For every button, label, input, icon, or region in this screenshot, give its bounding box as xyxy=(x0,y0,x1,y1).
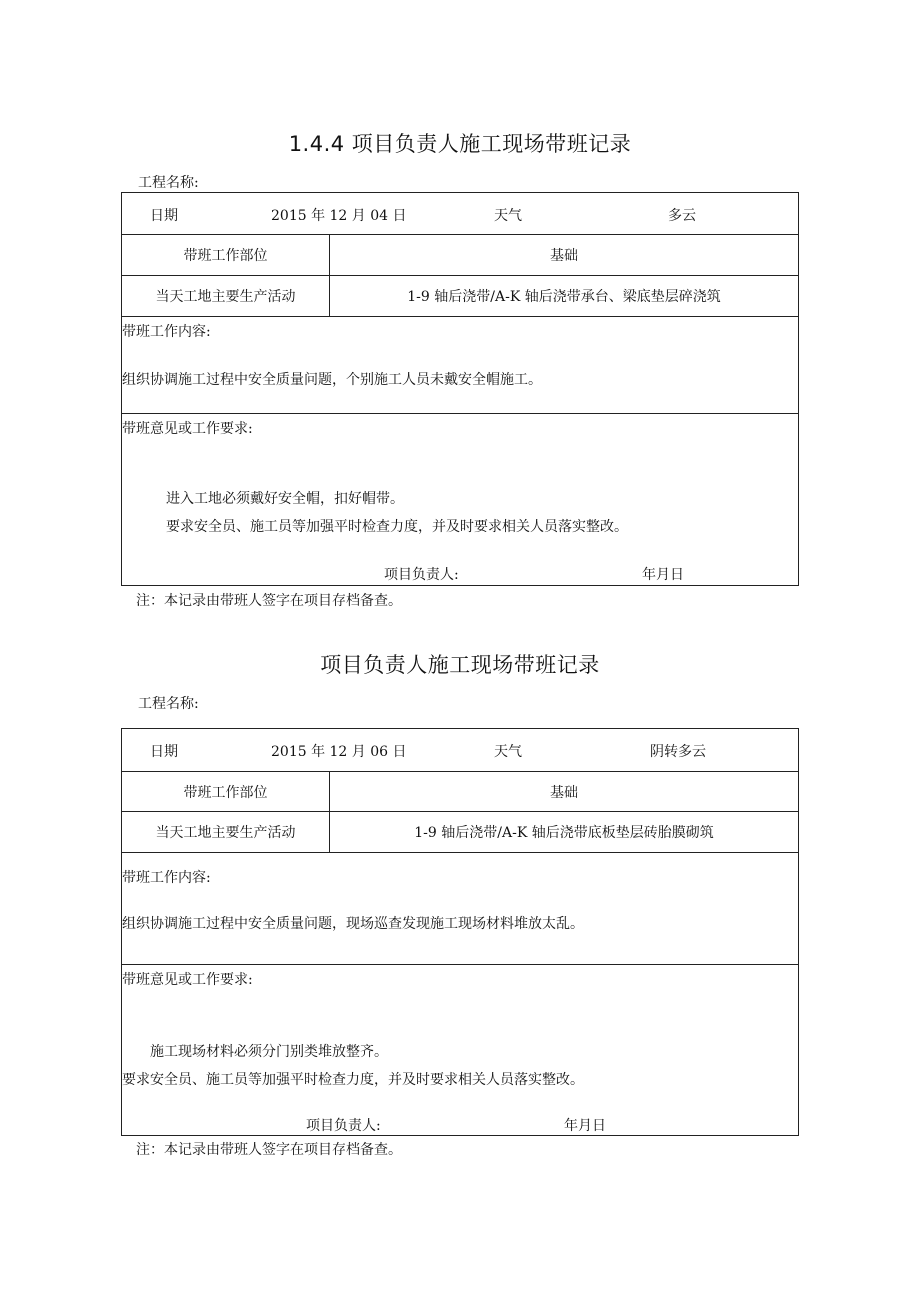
record2-activity-value: 1-9 轴后浇带/A-K 轴后浇带底板垫层砖胎膜砌筑 xyxy=(414,825,714,841)
record2-date-sign: 年月日 xyxy=(564,1118,606,1134)
record1-activity-label: 当天工地主要生产活动 xyxy=(122,276,330,316)
record1-content-row xyxy=(122,317,798,414)
record2-location-row xyxy=(122,772,798,812)
record1-opinion-line2: 要求安全员、施工员等加强平时检查力度，并及时要求相关人员落实整改。 xyxy=(166,519,628,535)
record1-opinion-line1: 进入工地必须戴好安全帽，扣好帽带。 xyxy=(166,491,404,507)
record2-date-value: 2015 年 12 月 06 日 xyxy=(271,744,407,760)
record2-activity-label: 当天工地主要生产活动 xyxy=(122,812,330,852)
record1-title: 1.4.4 项目负责人施工现场带班记录 xyxy=(288,132,632,156)
record2-weather-value: 阴转多云 xyxy=(650,744,706,760)
record2-sign-label: 项目负责人: xyxy=(306,1118,381,1134)
record2-date-label: 日期 xyxy=(150,744,178,760)
record1-weather-label: 天气 xyxy=(494,208,522,224)
record2-opinion-label: 带班意见或工作要求: xyxy=(122,972,253,988)
record2-title: 项目负责人施工现场带班记录 xyxy=(320,653,600,677)
record1-opinion-row xyxy=(122,414,798,585)
record1-content-label: 带班工作内容: xyxy=(122,324,211,340)
record1-date-label: 日期 xyxy=(150,208,178,224)
record2-weather-label: 天气 xyxy=(494,744,522,760)
record2-opinion-row xyxy=(122,965,798,1135)
record1-location-label: 带班工作部位 xyxy=(122,235,330,275)
record2-location-label: 带班工作部位 xyxy=(122,772,330,811)
record1-project-label: 工程名称: xyxy=(138,175,199,191)
record2-location-value: 基础 xyxy=(550,784,578,801)
record1-date-row xyxy=(122,193,798,235)
record2-note: 注：本记录由带班人签字在项目存档备查。 xyxy=(136,1142,402,1158)
record2-content-row xyxy=(122,853,798,965)
record2-date-row xyxy=(122,729,798,772)
record2-project-label: 工程名称: xyxy=(138,696,199,712)
record2-content-text: 组织协调施工过程中安全质量问题，现场巡查发现施工现场材料堆放太乱。 xyxy=(122,916,584,932)
record2-content-label: 带班工作内容: xyxy=(122,870,211,886)
record1-table xyxy=(121,192,799,586)
record1-activity-value: 1-9 轴后浇带/A-K 轴后浇带承台、梁底垫层碎浇筑 xyxy=(407,289,721,305)
record1-date-sign: 年月日 xyxy=(642,567,684,583)
record2-opinion-line2: 要求安全员、施工员等加强平时检查力度，并及时要求相关人员落实整改。 xyxy=(122,1072,584,1088)
record2-opinion-line1: 施工现场材料必须分门别类堆放整齐。 xyxy=(150,1044,388,1060)
record1-date-value: 2015 年 12 月 04 日 xyxy=(271,208,407,224)
record1-location-row xyxy=(122,235,798,276)
record1-activity-row xyxy=(122,276,798,317)
record1-opinion-label: 带班意见或工作要求: xyxy=(122,421,253,437)
record1-content-text: 组织协调施工过程中安全质量问题，个别施工人员未戴安全帽施工。 xyxy=(122,372,542,388)
record1-weather-value: 多云 xyxy=(668,208,696,224)
record2-activity-row xyxy=(122,812,798,853)
record1-sign-label: 项目负责人: xyxy=(384,567,459,583)
record1-location-value: 基础 xyxy=(550,248,578,264)
record1-note: 注：本记录由带班人签字在项目存档备查。 xyxy=(136,593,402,609)
record2-table xyxy=(121,728,799,1136)
